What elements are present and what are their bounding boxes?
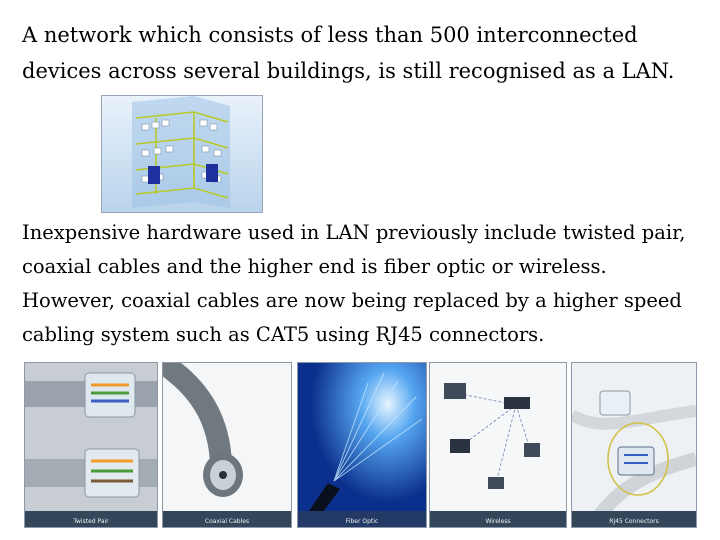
- building-network-illustration: [101, 95, 263, 213]
- thumbnail-caption: RJ45 Connectors: [609, 518, 659, 525]
- paragraph-lan-hardware: Inexpensive hardware used in LAN previously include twisted pair, coaxial cables and the higher end is fiber optic or wireless. However, coaxial cables are now being replaced by a higher speed cabling system such as CAT5 using RJ45 connectors.: [22, 221, 686, 346]
- coaxial-cable-picture: [163, 363, 291, 527]
- rj45-connector-picture: [572, 363, 696, 527]
- building-network-drawing: [102, 96, 262, 212]
- fiber-optic-picture: [298, 363, 426, 527]
- twisted-pair-cable-picture: [25, 363, 157, 527]
- thumbnail-rj45-connectors: [571, 362, 697, 528]
- thumbnail-caption: Twisted Pair: [73, 518, 109, 525]
- thumbnail-caption: Fiber Optic: [345, 518, 379, 525]
- wireless-network-picture: [430, 363, 566, 527]
- paragraph-lan-definition: A network which consists of less than 500 interconnected devices across several buildings, is still recognised as a LAN.: [22, 23, 675, 83]
- thumbnail-twisted-pair: [24, 362, 158, 528]
- thumbnail-wireless: [429, 362, 567, 528]
- thumbnail-coaxial-cable: [162, 362, 292, 528]
- thumbnail-caption: Wireless: [485, 518, 511, 525]
- thumbnail-caption: Coaxial Cables: [204, 518, 250, 525]
- thumbnail-fiber-optic: [297, 362, 427, 528]
